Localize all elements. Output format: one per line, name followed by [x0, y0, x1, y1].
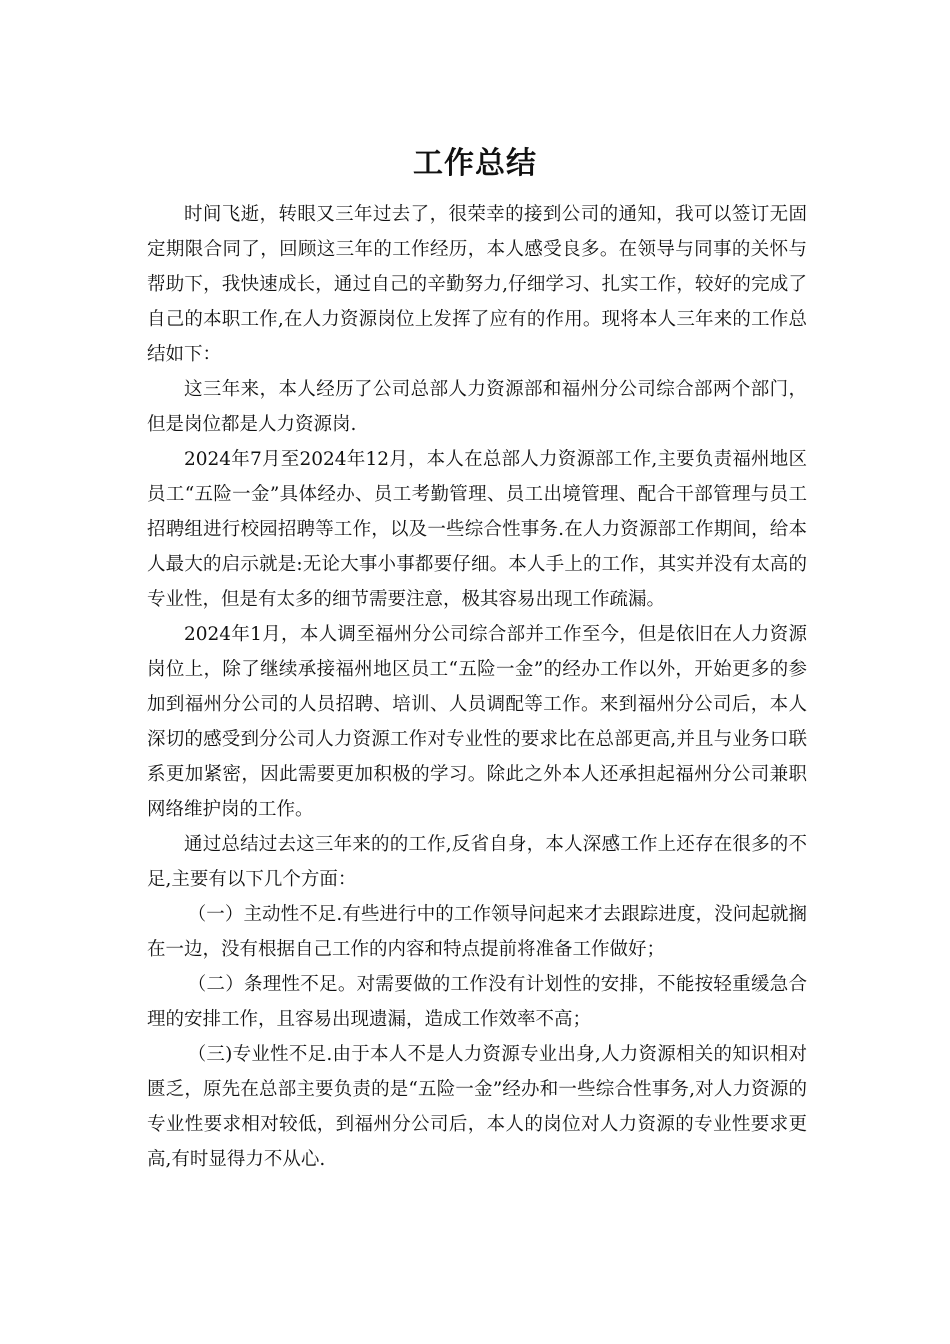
- list-item-professionalism: （三)专业性不足.由于本人不是人力资源专业出身,人力资源相关的知识相对匮乏，原先在总部主要负责的是“五险一金”经办和一些综合性事务,对人力资源的专业性要求相对较低，到福州分公司后，本人的岗位对人力资源的专业性要求更高,有时显得力不从心.: [147, 1044, 807, 1170]
- list-item-initiative: （一）主动性不足.有些进行中的工作领导问起来才去跟踪进度，没问起就搁在一边，没有根据自己工作的内容和特点提前将准备工作做好；: [147, 904, 807, 960]
- document-body: [147, 197, 807, 1177]
- paragraph-intro: 时间飞逝，转眼又三年过去了，很荣幸的接到公司的通知，我可以签订无固定期限合同了，回顾这三年的工作经历，本人感受良多。在领导与同事的关怀与帮助下，我快速成长，通过自己的辛勤努力,仔细学习、扎实工作，较好的完成了自己的本职工作,在人力资源岗位上发挥了应有的作用。现将本人三年来的工作总结如下：: [147, 204, 807, 365]
- paragraph-branch-work: 2024年1月，本人调至福州分公司综合部并工作至今，但是依旧在人力资源岗位上，除了继续承接福州地区员工“五险一金”的经办工作以外，开始更多的参加到福州分公司的人员招聘、培训、人员调配等工作。来到福州分公司后，本人深切的感受到分公司人力资源工作对专业性的要求比在总部更高,并且与业务口联系更加紧密，因此需要更加积极的学习。除此之外本人还承担起福州分公司兼职网络维护岗的工作。: [147, 624, 807, 820]
- paragraph-headquarters-work: 2024年7月至2024年12月，本人在总部人力资源部工作,主要负责福州地区员工“五险一金”具体经办、员工考勤管理、员工出境管理、配合干部管理与员工招聘组进行校园招聘等工作，以及一些综合性事务.在人力资源部工作期间，给本人最大的启示就是:无论大事小事都要仔细。本人手上的工作，其实并没有太高的专业性，但是有太多的细节需要注意，极其容易出现工作疏漏。: [147, 449, 807, 610]
- paragraph-shortcomings-intro: 通过总结过去这三年来的的工作,反省自身，本人深感工作上还存在很多的不足,主要有以下几个方面：: [147, 834, 807, 890]
- list-item-organization: （二）条理性不足。对需要做的工作没有计划性的安排，不能按轻重缓急合理的安排工作，且容易出现遗漏，造成工作效率不高；: [147, 974, 807, 1030]
- document-title: 工作总结: [413, 146, 537, 181]
- paragraph-departments: 这三年来，本人经历了公司总部人力资源部和福州分公司综合部两个部门，但是岗位都是人力资源岗.: [147, 379, 807, 435]
